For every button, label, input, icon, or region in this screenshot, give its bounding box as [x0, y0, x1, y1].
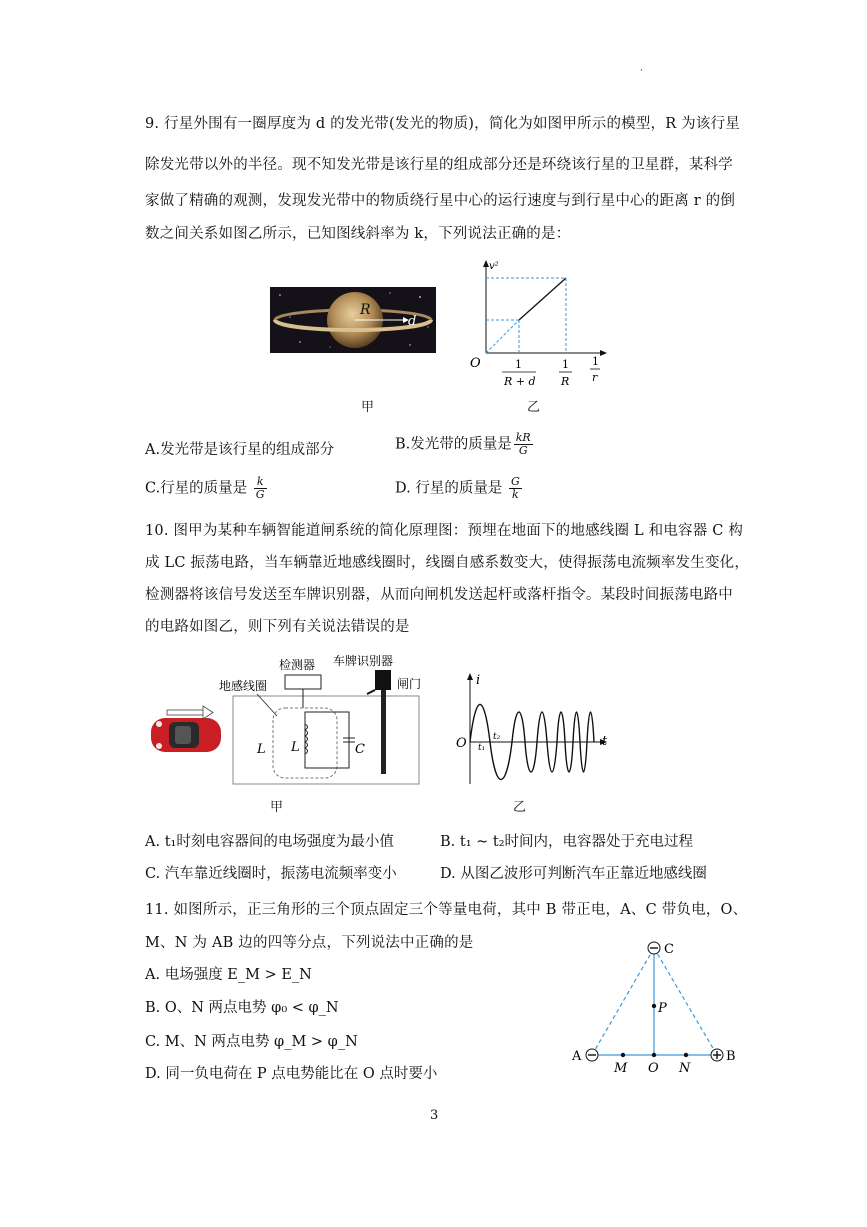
t1-label: t₁: [478, 743, 486, 753]
q10-option-a: A. t₁时刻电容器间的电场强度为最小值: [145, 834, 394, 850]
axis-num: 1: [592, 355, 599, 368]
plate-recognizer-label: 车牌识别器: [333, 654, 394, 668]
osc-origin-label: O: [456, 736, 467, 751]
detector-box: [285, 675, 321, 689]
q10-option-b: B. t₁ ~ t₂时间内，电容器处于充电过程: [440, 834, 694, 850]
q9-option-d-text: D. 行星的质量是: [395, 480, 503, 497]
q9-line-1: 9. 行星外围有一圈厚度为 d 的发光带(发光的物质)，简化为如图甲所示的模型，R 为该行星: [145, 116, 740, 132]
origin-label: O: [470, 356, 481, 371]
q10-line-4: 的电路如图乙，则下列有关说法错误的是: [145, 619, 410, 635]
charge-a-minus-icon: [586, 1049, 598, 1061]
capacitor-label: C: [355, 742, 365, 757]
oscillation-graph: [452, 672, 620, 788]
velocity-graph: [462, 257, 612, 397]
q9-option-a: A.发光带是该行星的组成部分: [145, 442, 335, 458]
coil-label: 地感线圈: [219, 679, 268, 693]
car-icon: [151, 718, 221, 752]
label-a: A: [572, 1049, 582, 1064]
q9-option-d-den: k: [512, 488, 519, 501]
thickness-label: d: [408, 314, 417, 329]
tick1-num: 1: [515, 358, 522, 371]
gate-system-figure: [145, 650, 425, 790]
q9-option-c-num: k: [254, 476, 267, 489]
q11-option-d: D. 同一负电荷在 P 点电势能比在 O 点时要小: [145, 1066, 438, 1082]
q10-option-d: D. 从图乙波形可判断汽车正靠近地感线圈: [440, 866, 707, 882]
point-n: [684, 1053, 688, 1057]
charge-b-plus-icon: [711, 1049, 723, 1061]
q9-option-d-fraction: [509, 476, 522, 501]
x-axis-arrow: [600, 350, 607, 356]
label-n: N: [679, 1061, 691, 1076]
q10-fig-jia-caption: 甲: [270, 800, 284, 815]
q9-option-d-num: G: [510, 475, 520, 488]
gate-pole: [381, 690, 386, 774]
ground-box: [233, 696, 419, 784]
q9-line-4: 数之间关系如图乙所示，已知图线斜率为 k，下列说法正确的是：: [145, 226, 571, 242]
q11-line-2: M、N 为 AB 边的四等分点，下列说法中正确的是: [145, 935, 474, 951]
label-c: C: [664, 942, 674, 957]
q10-line-2: 成 LC 振荡电路，当车辆靠近地感线圈时，线圈自感系数变大，使得振荡电流频率发生变化，: [145, 555, 750, 571]
label-m: M: [614, 1061, 628, 1076]
charge-c-minus-icon: [648, 942, 660, 954]
y-axis-label: v²: [489, 261, 499, 272]
q9-option-b: [395, 432, 535, 457]
point-p: [652, 1004, 656, 1008]
label-o: O: [648, 1061, 659, 1076]
gate-label: 闸门: [397, 677, 422, 691]
tick2-den: R: [561, 375, 570, 388]
plate-recognizer-box: [375, 670, 391, 690]
fig-jia-caption: 甲: [361, 400, 375, 415]
q9-option-c: [145, 476, 269, 501]
planet-ring-figure: [270, 287, 436, 353]
i-axis-label: i: [476, 673, 481, 688]
point-m: [621, 1053, 625, 1057]
tick1-den: R + d: [504, 375, 536, 388]
q11-option-b: B. O、N 两点电势 φ₀ < φ_N: [145, 1000, 339, 1016]
q9-line-3: 家做了精确的观测，发现发光带中的物质绕行星中心的运行速度与到行星中心的距离 r 的倒: [145, 193, 736, 209]
data-line: [519, 278, 566, 320]
q9-option-d: [395, 476, 524, 501]
coil-pointer: [257, 694, 277, 716]
q11-option-a: A. 电场强度 E_M > E_N: [145, 967, 312, 983]
axis-den: r: [592, 371, 598, 384]
label-b: B: [726, 1049, 736, 1064]
q10-line-3: 检测器将该信号发送至车牌识别器，从而向闸机发送起杆或落杆指令。某段时间振荡电路中: [145, 587, 733, 603]
q9-option-c-fraction: [254, 476, 267, 501]
t2-label: t₂: [493, 732, 501, 742]
inductor-inner-label: L: [291, 740, 300, 755]
q10-option-c: C. 汽车靠近线圈时，振荡电流频率变小: [145, 866, 397, 882]
page-number: 3: [430, 1108, 439, 1123]
gate-link: [367, 690, 375, 694]
q9-option-b-fraction: [514, 432, 533, 457]
radius-label: R: [360, 302, 371, 318]
charge-triangle-figure: [566, 936, 746, 1076]
tick2-num: 1: [562, 358, 569, 371]
q9-option-c-den: G: [255, 488, 265, 501]
q11-line-1: 11. 如图所示，正三角形的三个顶点固定三个等量电荷，其中 B 带正电，A、C 带负电，O、: [145, 902, 748, 918]
t-axis-label: t: [602, 734, 608, 749]
q10-fig-yi-caption: 乙: [513, 800, 527, 815]
fig-yi-caption: 乙: [527, 400, 541, 415]
q9-line-2: 除发光带以外的半径。现不知发光带是该行星的组成部分还是环绕该行星的卫星群，某科学: [145, 157, 733, 173]
motion-arrow-icon: [167, 706, 213, 719]
q9-option-b-text: B.发光带的质量是: [395, 436, 512, 453]
inductor-outer-label: L: [257, 742, 266, 757]
detector-label: 检测器: [279, 658, 316, 672]
lc-circuit: [305, 712, 355, 768]
q10-line-1: 10. 图甲为某种车辆智能道闸系统的简化原理图：预埋在地面下的地感线圈 L 和电容器 C 构: [145, 523, 744, 539]
i-axis-arrow: [467, 673, 473, 680]
q9-option-b-num: kR: [515, 431, 531, 444]
q9-option-b-den: G: [518, 444, 528, 457]
point-o: [652, 1053, 656, 1057]
q9-option-c-text: C.行星的质量是: [145, 480, 248, 497]
corner-mark: ·: [640, 66, 643, 76]
label-p: P: [658, 1001, 667, 1016]
q11-option-c: C. M、N 两点电势 φ_M > φ_N: [145, 1034, 358, 1050]
